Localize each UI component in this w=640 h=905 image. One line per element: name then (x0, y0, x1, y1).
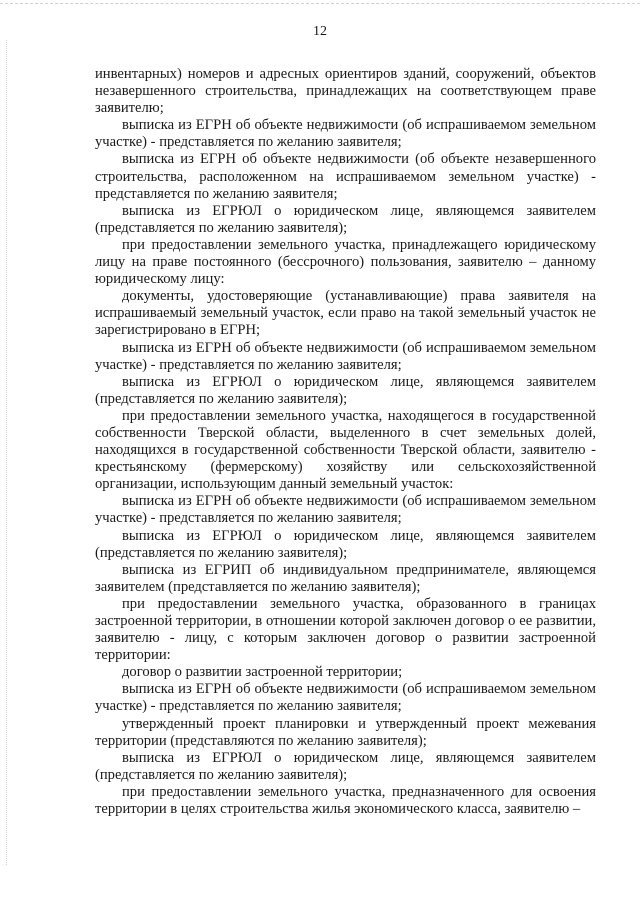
paragraph: инвентарных) номеров и адресных ориентиров зданий, сооружений, объектов незавершенного строительства, принадлежащих на соответствующем праве заявителю; (95, 66, 596, 117)
paragraph: документы, удостоверяющие (устанавливающие) права заявителя на испрашиваемый земельный участок, если право на такой земельный участок не зарегистрировано в ЕГРН; (95, 288, 596, 339)
paragraph: при предоставлении земельного участка, предназначенного для освоения территории в целях строительства жилья экономического класса, заявителю – (95, 783, 596, 818)
paragraph: выписка из ЕГРИП об индивидуальном предпринимателе, являющемся заявителем (представляется по желанию заявителя); (95, 561, 596, 595)
paragraph: договор о развитии застроенной территории; (122, 664, 403, 681)
paragraph: выписка из ЕГРЮЛ о юридическом лице, являющемся заявителем (представляется по желанию заявителя); (95, 373, 596, 407)
paragraph: при предоставлении земельного участка, принадлежащего юридическому лицу на праве постоянного (бессрочного) пользования, заявителю – данному юридическому лицу: (95, 236, 596, 288)
paragraph: выписка из ЕГРН об объекте недвижимости (об испрашиваемом земельном участке) - представляется по желанию заявителя; (95, 681, 596, 715)
page-number: 12 (313, 24, 327, 39)
scan-top-edge (0, 3, 640, 5)
paragraph: выписка из ЕГРН об объекте недвижимости (об испрашиваемом земельном участке) - представляется по желанию заявителя; (95, 493, 596, 527)
paragraph: при предоставлении земельного участка, находящегося в государственной собственности Тверской области, выделенного в счет земельных долей, находящихся в государственной собственности Тверской области, заявителю - крестьянскому (фермерскому) хозяйству или сельскохозяйственной организации, использующим данный земельный участок: (95, 407, 596, 493)
paragraph: выписка из ЕГРЮЛ о юридическом лице, являющемся заявителем (представляется по желанию заявителя); (95, 749, 596, 783)
paragraph: выписка из ЕГРЮЛ о юридическом лице, являющемся заявителем (представляется по желанию заявителя); (95, 527, 596, 561)
paragraph: утвержденный проект планировки и утвержденный проект межевания территории (представляются по желанию заявителя); (95, 715, 596, 749)
paragraph: при предоставлении земельного участка, образованного в границах застроенной территории, в отношении которой заключен договор о ее развитии, заявителю - лицу, с которым заключен договор о развитии застроенной территории: (95, 595, 596, 664)
paragraph: выписка из ЕГРН об объекте недвижимости (об объекте незавершенного строительства, расположенном на испрашиваемом земельном участке) - представляется по желанию заявителя; (95, 151, 596, 202)
paragraph: выписка из ЕГРЮЛ о юридическом лице, являющемся заявителем (представляется по желанию заявителя); (95, 202, 596, 236)
scan-left-edge (6, 40, 8, 865)
paragraph: выписка из ЕГРН об объекте недвижимости (об испрашиваемом земельном участке) - представляется по желанию заявителя; (95, 339, 596, 373)
paragraph: выписка из ЕГРН об объекте недвижимости (об испрашиваемом земельном участке) - представляется по желанию заявителя; (95, 117, 596, 151)
document-body (95, 66, 596, 818)
